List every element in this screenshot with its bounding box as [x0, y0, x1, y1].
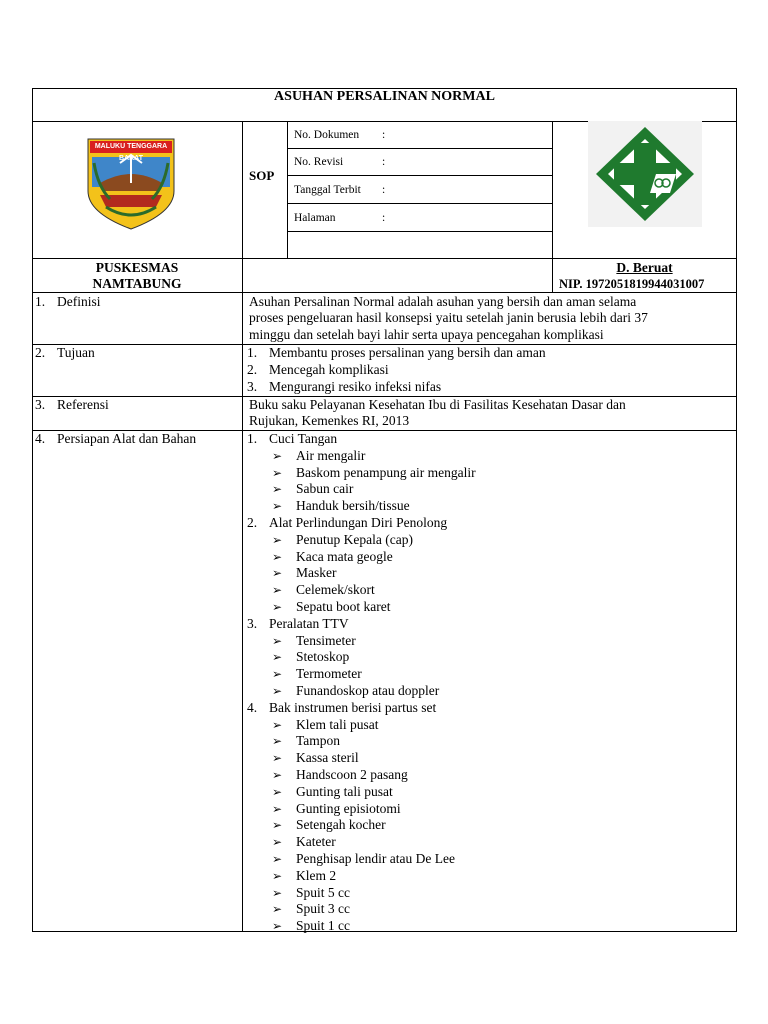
arrowhead-bullet-icon: ➢ [272, 465, 283, 480]
arrowhead-bullet-icon: ➢ [272, 885, 283, 900]
list-item: Kaca mata geogle [296, 548, 393, 564]
list-number: 1. [247, 345, 258, 360]
list-item: Celemek/skort [296, 582, 375, 598]
arrowhead-bullet-icon: ➢ [272, 482, 283, 497]
arrowhead-bullet-icon: ➢ [272, 835, 283, 850]
list-item: Sabun cair [296, 481, 354, 497]
section-number: 1. [35, 294, 46, 309]
tujuan-item: Mencegah komplikasi [269, 362, 389, 377]
tanggal-terbit-colon: : [382, 184, 386, 196]
group-title: Alat Perlindungan Diri Penolong [269, 515, 448, 530]
document-title: ASUHAN PERSALINAN NORMAL [274, 89, 495, 104]
list-number: 2. [247, 362, 258, 377]
list-number: 3. [247, 379, 258, 394]
definisi-text-line: minggu dan setelah bayi lahir serta upaya pencegahan komplikasi [249, 327, 604, 342]
no-dokumen-label: No. Dokumen [294, 129, 360, 141]
arrowhead-bullet-icon: ➢ [272, 801, 283, 816]
signer-nip: NIP. 197205181994403100​7 [559, 277, 705, 291]
arrowhead-bullet-icon: ➢ [272, 549, 283, 564]
arrowhead-bullet-icon: ➢ [272, 667, 283, 682]
arrowhead-bullet-icon: ➢ [272, 818, 283, 833]
referensi-text-line: Buku saku Pelayanan Kesehatan Ibu di Fasilitas Kesehatan Dasar dan [249, 397, 626, 412]
arrowhead-bullet-icon: ➢ [272, 784, 283, 799]
arrowhead-bullet-icon: ➢ [272, 633, 283, 648]
emblem-label: MALUKU TENGGARA BARAT [94, 143, 168, 162]
list-item: Gunting episiotomi [296, 800, 401, 816]
signer-name: D. Beruat [616, 260, 673, 275]
arrowhead-bullet-icon: ➢ [272, 583, 283, 598]
referensi-text-line: Rujukan, Kemenkes RI, 2013 [249, 413, 410, 428]
halaman-label: Halaman [294, 212, 336, 224]
group-title: Peralatan TTV [269, 615, 349, 631]
list-item: Penutup Kepala (cap) [296, 531, 413, 547]
arrowhead-bullet-icon: ➢ [272, 499, 283, 514]
list-item: Spuit 3 cc [296, 901, 350, 917]
section-number: 4. [35, 431, 46, 446]
list-item: Stetoskop [296, 649, 350, 665]
tanggal-terbit-label: Tanggal Terbit [294, 184, 361, 196]
arrowhead-bullet-icon: ➢ [272, 902, 283, 917]
list-item: Tampon [296, 733, 341, 749]
list-item: Termometer [296, 666, 362, 682]
halaman-colon: : [382, 212, 386, 224]
group-number: 3. [247, 615, 258, 631]
list-item: Handuk bersih/tissue [296, 498, 410, 514]
arrowhead-bullet-icon: ➢ [272, 684, 283, 698]
arrowhead-bullet-icon: ➢ [272, 566, 283, 581]
group-title: Cuci Tangan [269, 431, 338, 446]
no-revisi-colon: : [382, 156, 386, 168]
arrowhead-bullet-icon: ➢ [272, 717, 283, 732]
arrowhead-bullet-icon: ➢ [272, 532, 283, 547]
list-item: Handscoon 2 pasang [296, 767, 408, 782]
no-revisi-label: No. Revisi [294, 156, 344, 168]
list-item: Funandoskop atau doppler [296, 683, 440, 698]
tujuan-item: Mengurangi resiko infeksi nifas [269, 379, 442, 394]
maluku-tenggara-barat-emblem-icon [80, 133, 182, 231]
arrowhead-bullet-icon: ➢ [272, 448, 283, 463]
arrowhead-bullet-icon: ➢ [272, 852, 283, 866]
list-item: Masker [296, 565, 337, 581]
arrowhead-bullet-icon: ➢ [272, 919, 283, 934]
group-title: Bak instrumen berisi partus set [269, 699, 437, 715]
list-item: Klem 2 [296, 867, 337, 883]
list-item: Kateter [296, 834, 336, 850]
definisi-text-line: proses pengeluaran hasil konsepsi yaitu setelah janin berusia lebih dari 37 [249, 310, 648, 325]
list-item: Spuit 5 cc [296, 884, 350, 900]
section-number: 3. [35, 397, 46, 412]
sop-label: SOP [249, 168, 275, 183]
list-item: Tensimeter [296, 632, 356, 648]
group-number: 2. [247, 515, 258, 530]
arrowhead-bullet-icon: ➢ [272, 600, 283, 614]
arrowhead-bullet-icon: ➢ [272, 734, 283, 749]
list-item: Baskom penampung air mengalir [296, 464, 476, 480]
arrowhead-bullet-icon: ➢ [272, 868, 283, 883]
definisi-text-line: Asuhan Persalinan Normal adalah asuhan yang bersih dan aman selama [249, 294, 637, 309]
arrowhead-bullet-icon: ➢ [272, 751, 283, 766]
section-number: 2. [35, 345, 46, 360]
puskesmas-cross-icon [588, 121, 702, 227]
list-item: Spuit 1 cc [296, 918, 350, 934]
no-dokumen-colon: : [382, 129, 386, 141]
list-item: Air mengalir [296, 447, 366, 463]
arrowhead-bullet-icon: ➢ [272, 650, 283, 665]
section-label-persiapan: Persiapan Alat dan Bahan [57, 431, 197, 446]
group-number: 1. [247, 431, 258, 446]
org-name-line1: PUSKESMAS [95, 260, 179, 275]
tujuan-item: Membantu proses persalinan yang bersih dan aman [269, 345, 546, 360]
list-item: Gunting tali pusat [296, 783, 393, 799]
section-label-definisi: Definisi [57, 294, 101, 309]
list-item: Penghisap lendir atau De Lee [296, 851, 455, 866]
org-name-line2: NAMTABUNG [92, 276, 182, 291]
section-label-referensi: Referensi [57, 397, 109, 412]
list-item: Sepatu boot karet [296, 599, 391, 614]
list-item: Setengah kocher [296, 817, 386, 833]
section-label-tujuan: Tujuan [57, 345, 95, 360]
list-item: Klem tali pusat [296, 716, 379, 732]
arrowhead-bullet-icon: ➢ [272, 768, 283, 782]
group-number: 4. [247, 699, 258, 715]
list-item: Kassa steril [296, 750, 359, 766]
